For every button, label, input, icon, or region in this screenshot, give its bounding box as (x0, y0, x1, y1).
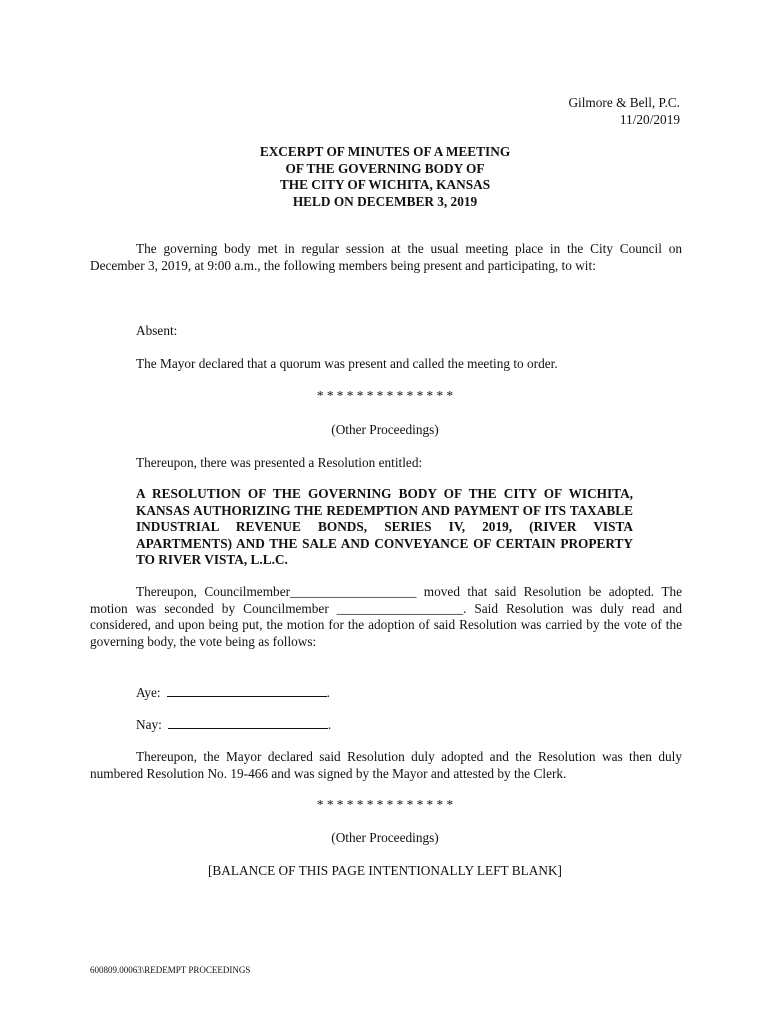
aye-label: Aye: (136, 685, 161, 700)
aye-vote-line (136, 684, 330, 702)
balance-blank-note: [BALANCE OF THIS PAGE INTENTIONALLY LEFT BLANK] (208, 863, 562, 878)
absent-label: Absent: (136, 323, 178, 338)
firm-header (568, 95, 680, 128)
other-proceedings-note-2: (Other Proceedings) (331, 830, 439, 845)
nay-vote-line (136, 716, 331, 734)
presented-paragraph: Thereupon, there was presented a Resolution entitled: (136, 455, 423, 470)
other-proceedings-note: (Other Proceedings) (331, 422, 439, 437)
title-line-2: OF THE GOVERNING BODY OF (285, 160, 485, 176)
title-line-4: HELD ON DECEMBER 3, 2019 (292, 193, 478, 209)
quorum-paragraph: The Mayor declared that a quorum was present and called the meeting to order. (136, 356, 558, 371)
aye-blank (167, 684, 327, 697)
opening-paragraph: The governing body met in regular session at the usual meeting place in the City Council on December 3, 2019, at 9:00 a.m., the following members being present and participating, to wit: (90, 241, 682, 273)
firm-name: Gilmore & Bell, P.C. (568, 95, 680, 110)
adopted-paragraph: Thereupon, the Mayor declared said Resolution duly adopted and the Resolution was then duly numbered Resolution No. 19-466 and was signed by the Mayor and attested by the Clerk. (90, 749, 682, 781)
motion-paragraph: Thereupon, Councilmember___________________ moved that said Resolution be adopted. The motion was seconded by Councilmember ___________________. Said Resolution was duly read and considered, and upon being put, the motion for the adoption of said Resolution was carried by the vote of the governing body, the vote being as follows: (90, 584, 682, 649)
document-date: 11/20/2019 (619, 111, 680, 127)
section-separator-2: * * * * * * * * * * * * * * (316, 797, 454, 812)
nay-label: Nay: (136, 717, 162, 732)
title-line-3: THE CITY OF WICHITA, KANSAS (279, 177, 491, 192)
section-separator: * * * * * * * * * * * * * * (316, 388, 454, 403)
title-line-1: EXCERPT OF MINUTES OF A MEETING (259, 144, 511, 159)
document-footer-id: 600809.00063\REDEMPT PROCEEDINGS (90, 965, 251, 975)
nay-period: . (327, 717, 332, 732)
nay-blank (168, 716, 328, 729)
document-title (0, 144, 770, 210)
aye-period: . (326, 685, 330, 700)
resolution-title: A RESOLUTION OF THE GOVERNING BODY OF THE CITY OF WICHITA, KANSAS AUTHORIZING THE REDEMPTION AND PAYMENT OF ITS TAXABLE INDUSTRIAL REVENUE BONDS, SERIES IV, 2019, (RIVER VISTA APARTMENTS) AND THE SALE AND CONVEYANCE OF CERTAIN PROPERTY TO RIVER VISTA, L.L.C. (136, 486, 633, 567)
